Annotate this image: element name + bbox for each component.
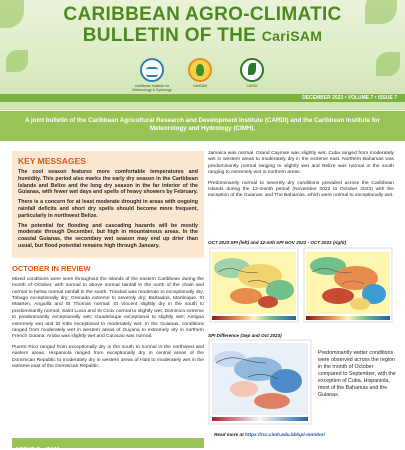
masthead-banner [0, 0, 405, 110]
spi-maps-image [208, 246, 394, 324]
spi-maps-caption: OCT 2023 SPI (left) and 12-mth SPI NOV 2022 - OCT 2023 (right) [208, 240, 347, 245]
joint-bulletin-subheader: A joint bulletin of the Caribbean Agricultural Research and Development Institute (CARDI) and the Caribbean Institute for Meteorology and Hydrology (CIMH). [0, 111, 405, 141]
leaf-decoration [6, 50, 28, 72]
review-paragraph: Mixed conditions were seen throughout the islands of the eastern Caribbean during the month of October, with normal to above normal rainfall in the north of the chain and normal to below normal rainfall in the south. Trinidad was moderate to exceptionally dry; Tobago exceptionally dry; Grenada extreme to severely dry; Barbados, Martinique, St Maarten, Anguilla and St Thomas normal; St Vincent slightly dry in the south to predominantly normal; Saint Lucia and St Croix normal to slightly wet; Dominica extreme to predominantly exceptionally wet; Guadeloupe exceptional to slightly wet; Antigua extremely wet and St Kitts exceptional to moderately wet. In the Guianas, conditions ranged from moderately wet in western areas of Guyana to extremely dry in northern French Guiana. Aruba was slightly wet and Curacao was normal. [12, 276, 204, 340]
cimh-logo-label: Caribbean Institute for Meteorology & Hydrology [132, 84, 172, 92]
right-paragraph: Predominantly normal to severely dry conditions prevailed across the Caribbean Islands during the 12-month period (November 2022 to October 2023) with the exception of the Guianas, and The Bahamas, which were normal to exceptionally wet. [208, 180, 394, 199]
key-message-item: The cool season features more comfortable temperatures and humidity. This period also marks the early dry season in the Caribbean Islands and Belize and the long dry season in the far interior of the Guianas, with fewer wet days and spells of heavy showers by February. [18, 169, 198, 196]
title-carisam-text: CariSAM [261, 28, 323, 44]
oct-spi-map [210, 248, 298, 322]
right-column [208, 151, 394, 204]
carisam-logo-label: CariSAM [192, 84, 207, 88]
leaf-decoration [376, 52, 400, 76]
cardi-logo [240, 58, 264, 82]
key-message-item: There is a concern for at least moderate drought in areas with ongoing rainfall deficits and short dry spells should become more frequent, particularly in northwest Belize. [18, 199, 198, 219]
cimh-logo [140, 58, 164, 82]
about-carisam-bar [12, 438, 204, 448]
read-more-line [214, 432, 399, 437]
review-paragraph: Puerto Rico ranged from exceptionally dry in the south to normal in the northwest and eastern areas. Hispaniola ranged from exceptionally dry in central areas of the Dominican Republic to moderately dry in western areas of Haiti to moderately wet in the extreme east of the Dominican Republic. [12, 344, 204, 370]
spi-monitor-link[interactable]: https://rcc.cimh.edu.bb/spi-monitor/ [245, 432, 325, 437]
cardi-logo-label: CARDI [246, 84, 258, 88]
spi-difference-map [208, 339, 312, 425]
12-month-spi-map [304, 248, 392, 322]
carisam-logo [188, 58, 212, 82]
bulletin-title-line2 [0, 25, 405, 47]
issue-info: DECEMBER 2023 • VOLUME 7 • ISSUE 7 [302, 95, 397, 101]
spi-difference-caption: SPI Difference (Sep and Oct 2023) [208, 333, 282, 338]
left-column [12, 151, 204, 374]
right-paragraph: Jamaica was normal. Grand Cayman was slightly wet. Cuba ranged from moderately wet in western areas to moderately dry in the extreme east. Northern Bahamas was predominantly normal ranging to slightly wet and Belize was normal in the south ranging to extremely wet in northern areas. [208, 151, 394, 176]
read-more-label: Read more at [214, 432, 244, 437]
spi-maps-figure [208, 240, 394, 325]
spi-difference-figure [208, 333, 312, 425]
october-review-title: OCTOBER IN REVIEW [12, 263, 91, 273]
title-main-text: BULLETIN OF THE [82, 25, 257, 46]
key-messages-box [12, 151, 204, 258]
about-carisam-label: ABOUT CariSAM [15, 447, 60, 450]
key-message-item: The potential for flooding and cascading hazards will be mostly moderate through December, but high in mountainous areas. In the coastal Guianas, the secondary wet season may end up drier than usual, but flood potential remains high through January. [18, 222, 198, 249]
key-messages-title: KEY MESSAGES [18, 156, 86, 166]
bulletin-title-line1: CARIBBEAN AGRO-CLIMATIC [63, 4, 342, 25]
spi-difference-description: Predominantly wetter conditions were observed across the region in the month of October compared to September, with the exception of Cuba, Hispaniola, most of the Bahamas and the Guianas. [318, 350, 396, 398]
